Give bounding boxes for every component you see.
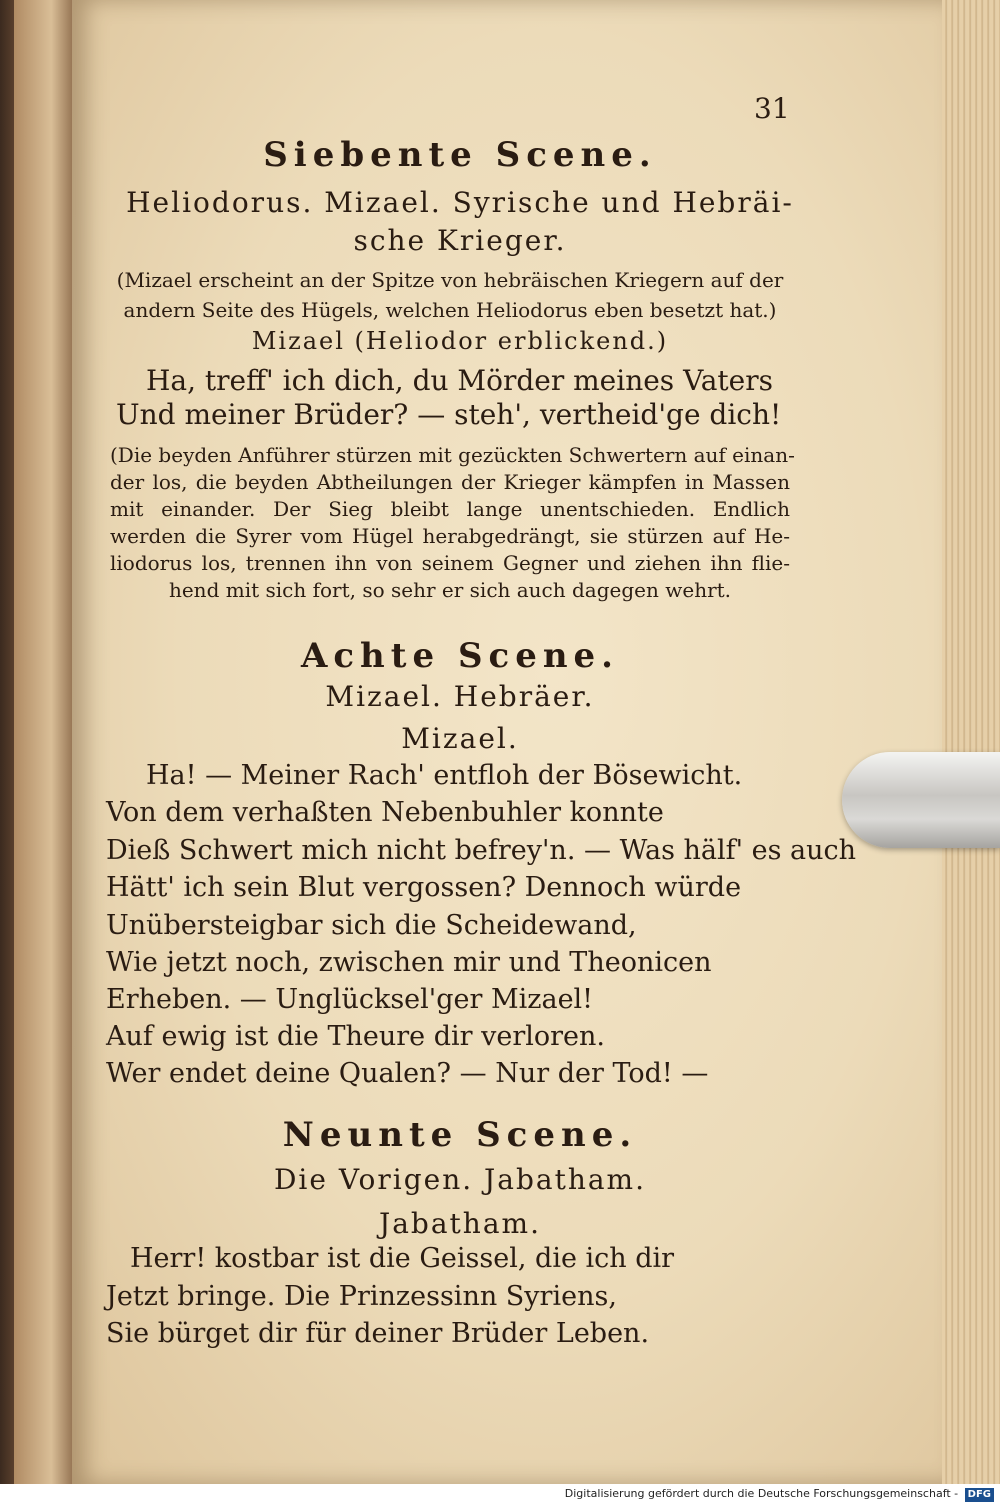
- scene-heading-9: Neunte Scene.: [282, 1115, 638, 1155]
- characters-line: sche Krieger.: [353, 224, 567, 257]
- verse-line: Auf ewig ist die Theure dir verloren.: [106, 1021, 605, 1052]
- verse-line: Wer endet deine Qualen? — Nur der Tod! —: [106, 1058, 709, 1089]
- verse-line: Herr! kostbar ist die Geissel, die ich dir: [130, 1243, 675, 1274]
- stage-direction-line: (Die beyden Anführer stürzen mit gezückten Schwertern auf einan-: [110, 443, 795, 467]
- verse-line: Ha, treff' ich dich, du Mörder meines Vaters: [146, 364, 773, 397]
- stage-direction-line: (Mizael erscheint an der Spitze von hebräischen Kriegern auf der: [116, 268, 784, 292]
- dfg-logo: DFG: [965, 1488, 994, 1502]
- verse-line: Dieß Schwert mich nicht befrey'n. — Was hälf' es auch: [106, 835, 857, 866]
- verse-line: Sie bürget dir für deiner Brüder Leben.: [106, 1318, 650, 1349]
- speaker-name: Mizael (Heliodor erblickend.): [251, 327, 669, 355]
- bookmark-clip: [842, 752, 1000, 848]
- characters-line: Heliodorus. Mizael. Syrische und Hebräi-: [126, 186, 794, 219]
- stage-direction-line: mit einander. Der Sieg bleibt lange unentschieden. Endlich: [110, 497, 790, 521]
- verse-line: Wie jetzt noch, zwischen mir und Theonicen: [106, 947, 712, 978]
- speaker-name: Jabatham.: [379, 1207, 541, 1240]
- stage-direction-line: andern Seite des Hügels, welchen Heliodorus eben besetzt hat.): [123, 298, 777, 322]
- page-number: 31: [754, 92, 790, 125]
- speaker-name: Mizael.: [401, 722, 519, 755]
- page-stack-edge: [942, 0, 1000, 1484]
- stage-direction-line: liodorus los, trennen ihn von seinem Gegner und ziehen ihn flie-: [110, 551, 790, 575]
- verse-line: Von dem verhaßten Nebenbuhler konnte: [106, 797, 664, 828]
- verse-line: Jetzt bringe. Die Prinzessinn Syriens,: [106, 1281, 617, 1312]
- stage-direction-line: werden die Syrer vom Hügel herabgedrängt, sie stürzen auf He-: [110, 524, 790, 548]
- characters-line: Mizael. Hebräer.: [325, 680, 595, 713]
- facing-page-edge: [14, 0, 76, 1484]
- stage-direction-line: hend mit sich fort, so sehr er sich auch dagegen wehrt.: [168, 578, 732, 602]
- verse-line: Ha! — Meiner Rach' entfloh der Bösewicht.: [146, 760, 743, 791]
- verse-line: Erheben. — Unglücksel'ger Mizael!: [106, 984, 594, 1015]
- verse-line: Und meiner Brüder? — steh', vertheid'ge dich!: [116, 398, 782, 431]
- scene-heading-7: Siebente Scene.: [263, 135, 657, 175]
- digitization-credit: [0, 1484, 1000, 1503]
- scene-heading-8: Achte Scene.: [300, 636, 620, 676]
- credit-text: Digitalisierung gefördert durch die Deutsche Forschungsgemeinschaft -: [564, 1487, 959, 1500]
- verse-line: Unübersteigbar sich die Scheidewand,: [106, 910, 637, 941]
- characters-line: Die Vorigen. Jabatham.: [273, 1163, 646, 1196]
- verse-line: Hätt' ich sein Blut vergossen? Dennoch würde: [106, 872, 742, 903]
- stage-direction-line: der los, die beyden Abtheilungen der Krieger kämpfen in Massen: [110, 470, 790, 494]
